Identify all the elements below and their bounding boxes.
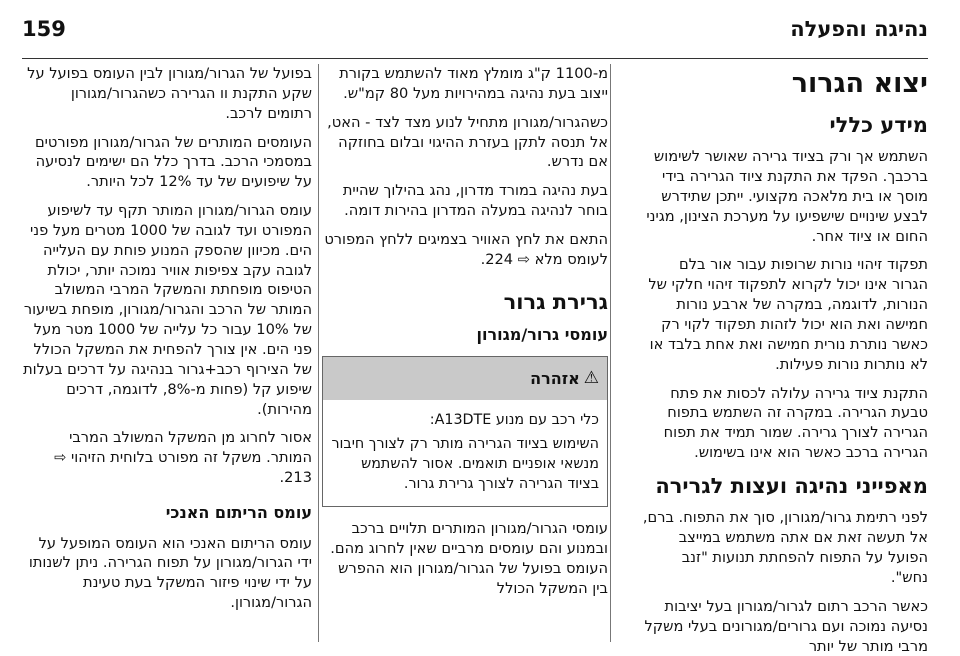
paragraph: כשהגרור/מגורון מתחיל לנוע מצד לצד - האט, אל תנסה לתקן בעזרת ההיגוי ובלום בחוזקה אם נדרש.: [327, 113, 608, 171]
trailer-loads-heading: עומסי גרור/מגורון: [476, 325, 608, 345]
paragraph: כאשר הרכב רתום לגרור/מגורון בעל יציבות נסיעה נמוכה ועם גרורים/מגורונים בעלי משקל מרבי מותר של יותר: [644, 597, 928, 655]
page-number: 159: [22, 17, 66, 41]
paragraph: אסור לחרוג מן המשקל המשולב המרבי המותר. משקל זה מפורט בלוחית הזיהוי ⇨ 213.: [54, 429, 312, 487]
vertical-load-heading: עומס הריתום האנכי: [165, 502, 312, 522]
column-right: [642, 64, 928, 655]
column-middle: [322, 64, 608, 642]
paragraph: בעת נהיגה במורד מדרון, נהג בהילוך שהיית בוחר לנהיגה במעלה המדרון בהירות דומה.: [342, 182, 608, 220]
paragraph: התקנת ציוד גרירה עלולה לכסות את פתח טבעת הגרירה. במקרה זה השתמש בתפוח הגרירה לצורך גרירה. שמור תמיד את תפוח הגרירה ברכב כאשר הוא אינו בשימוש.: [663, 384, 928, 462]
general-info-heading: מידע כללי: [829, 112, 928, 137]
warning-label: אזהרה: [530, 368, 580, 388]
driving-tips-heading: מאפייני נהיגה ועצות לגרירה: [655, 473, 928, 498]
paragraph: עומס הגרור/מגורון המותר תקף עד לשיפוע המפורט ועד לגובה של 1000 מטרים מעל פני הים. מכיוון שהספק המנוע פוחת עם העלייה לגובה עקב צפיפות אוויר נמוכה יותר, יכולת הטיפוס מופחתת והמשקל המרבי המשולב המותר של הרכב והגרור/מגורון, מופחת בשיעור של 10% עבור כל עלייה של 1000 מטר מעל פני הים. אין צורך להפחית את המשקל הכולל של הצירוף רכב+גרור בנהיגה על דרכים בעלות שיפוע קל (פחות מ-8%, לדוגמה, דרכים מהירות).: [23, 202, 312, 418]
column-divider: [610, 64, 611, 642]
paragraph: לפני רתימת גרור/מגורון, סוך את התפוח. ברם, אל תעשה זאת אם אתה משתמש במייצב הפועל על התפוח להפחתת תנועות "זנב נחש".: [642, 509, 928, 586]
column-divider: [318, 64, 319, 642]
paragraph: עומסי הגרור/מגורון המותרים תלויים ברכב ובמנוע והם עומסים מרביים שאין לחרוג מהם. העומס בפועל של הגרור/מגורון הוא ההפרש בין המשקל הכולל: [330, 520, 608, 597]
chapter-title: יצוא הגרור: [791, 68, 928, 99]
running-head: [0, 0, 960, 58]
column-left: [22, 64, 312, 642]
warning-text: השימוש בציוד הגרירה מותר רק לצורך חיבור מנשאי אופניים תואמים. אסור להשתמש בציוד הגרירה לצורך גרירת גרור.: [331, 436, 599, 493]
warning-text: כלי רכב עם מנוע A13DTE:: [429, 412, 599, 428]
paragraph: תפקוד זיהוי נורות שרופות עבור אור בלם הגרור אינו יכול לקרוא לתפקוד זיהוי חלקי של הנורות, לדוגמה, במקרה של ארבע נורות חמישה ואת הוא יכול לזהות תפקוד לקוי רק כאשר נותרת נורית חמישה ואת אחת בלבד או לא נותרות נורות פעילות.: [648, 256, 928, 373]
paragraph: בפועל של הגרור/מגורון לבין העומס בפועל על שקע התקנת וו הגרירה כשהגרור/מגורון רתומים לרכב.: [27, 65, 312, 122]
paragraph: העומסים המותרים של הגרור/מגורון מפורטים במסמכי הרכב. בדרך כלל הם ישימים לנסיעה על שיפועים של עד 12% לכל היותר.: [34, 133, 312, 191]
paragraph: השתמש אך ורק בציוד גרירה שאושר לשימוש ברכבך. הפקד את התקנת ציוד הגרירה בידי מוסך או בית מלאכה מקצועי. ייתכן שתידרש לבצע שינויים שישפיעו על מערכת הצינון, מגיני החום או ציוד אחר.: [646, 148, 928, 245]
warning-triangle-icon: ⚠: [583, 367, 599, 388]
warning-box: [322, 356, 608, 507]
trailer-towing-heading: גרירת גרור: [503, 289, 608, 314]
warning-body: [323, 400, 607, 506]
paragraph: עומס הריתום האנכי הוא העומס המופעל על ידי הגרור/מגורון על תפוח הגרירה. ניתן לשנותו על ידי שינוי פיזור המשקל בעת טעינת הגרור/מגורון.: [28, 534, 312, 612]
header-rule: [22, 58, 928, 59]
paragraph: התאם את לחץ האוויר בצמיגים ללחץ המפורט לעומס מלא ⇨ 224.: [324, 230, 608, 268]
paragraph: מ-1100 ק"ג מומלץ מאוד להשתמש בקורת ייצוב בעת נהיגה במהירויות מעל 80 קמ"ש.: [339, 65, 608, 102]
warning-header: [323, 357, 607, 400]
section-title: נהיגה והפעלה: [790, 17, 928, 41]
